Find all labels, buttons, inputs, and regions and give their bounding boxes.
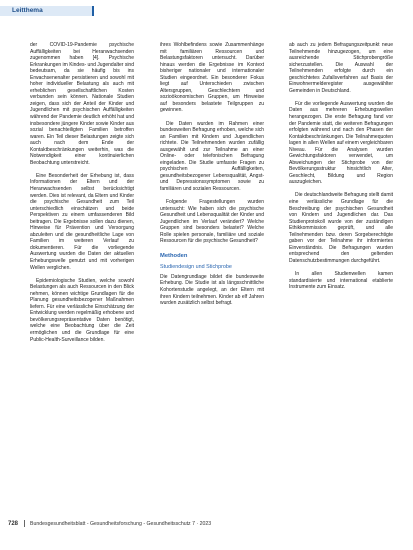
paragraph: Für die vorliegende Auswertung wurden die Daten aus mehreren Erhebungswellen herangezogen. Die erste Befragung fand vor der Pandemie statt, die weiteren Befragungen erfolgten während und nach den Phasen der Kontaktbeschränkungen. Die Teilnahmequoten lagen in allen Wellen auf einem vergleichbaren Niveau. Für die Analysen wurden Gewichtungsfaktoren verwendet, um Abweichungen der Stichprobe von der Bevölkerungsstruktur hinsichtlich Alter, Geschlecht, Bildung und Region auszugleichen. <box>289 100 393 186</box>
section-heading-methods: Methoden <box>160 252 188 259</box>
text-column-1 <box>30 42 134 350</box>
page-footer <box>8 519 408 529</box>
page-number: 728 <box>8 521 19 527</box>
subsection-heading-study-design: Studiendesign und Stichprobe <box>160 263 232 270</box>
paragraph: Die Daten wurden im Rahmen einer bundesweiten Befragung erhoben, welche sich an Familien mit Kindern und Jugendlichen richtete. Die Teilnehmenden wurden zufällig ausgewählt und zur Teilnahme an einer Online- oder telefonischen Befragung eingeladen. Die Studie umfasste Fragen zu psychischen Auffälligkeiten, gesundheitsbezogener Lebensqualität, Angst- und Depressionssymptomen sowie zu familiären und sozialen Ressourcen. <box>160 120 264 192</box>
paragraph: Epidemiologische Studien, welche sowohl Belastungen als auch Ressourcen in den Blick nehmen, können wichtige Grundlagen für die Planung gesundheitsbezogener Maßnahmen liefern. Für eine verlässliche Einschätzung der Entwicklung werden regelmäßig erhobene und bevölkerungsrepräsentative Daten benötigt, welche eine Beobachtung über die Zeit ermöglichen und die Grundlage für eine Public-Health-Surveillance bilden. <box>30 277 134 343</box>
paragraph: ihres Wohlbefindens sowie Zusammenhänge mit familiären Ressourcen und Belastungsfaktoren untersucht. Darüber hinaus werden die Ergebnisse im Kontext bisheriger nationaler und internationaler Studien eingeordnet. Ein besonderer Fokus liegt auf Unterschieden zwischen Altersgruppen, Geschlechtern und sozioökonomischen Gruppen, um Hinweise auf besonders belastete Teilgruppen zu gewinnen. <box>160 42 264 114</box>
section-header-tab <box>0 6 94 16</box>
paragraph: Die Datengrundlage bildet die bundesweite Erhebung. Die Studie ist als längsschnittliche Kohortenstudie angelegt, an der Eltern mit ihren Kindern teilnehmen. Kinder ab elf Jahren wurden zusätzlich selbst befragt. <box>160 273 264 307</box>
paragraph: Die deutschlandweite Befragung stellt damit eine verlässliche Grundlage für die Beschreibung der psychischen Gesundheit von Kindern und Jugendlichen dar. Das Studienprotokoll wurde von der zuständigen Ethikkommission geprüft, und alle Teilnehmenden bzw. deren Sorgeberechtigte gaben vor der Teilnahme ihr informiertes Einverständnis. Die Befragungen wurden entsprechend den geltenden Datenschutzbestimmungen durchgeführt. <box>289 192 393 264</box>
paragraph: In allen Studienwellen kamen standardisierte und international etablierte Instrumente zum Einsatz. <box>289 271 393 291</box>
footer-divider <box>24 520 25 527</box>
text-column-3 <box>289 42 393 297</box>
paragraph: Folgende Fragestellungen wurden untersucht: Wie haben sich die psychische Gesundheit und Lebensqualität der Kinder und Jugendlichen im Verlauf verändert? Welche Gruppen sind besonders belastet? Welche Rolle spielen personale, familiäre und soziale Ressourcen für die psychische Gesundheit? <box>160 199 264 245</box>
section-header-label: Leitthema <box>12 7 43 14</box>
journal-citation: Bundesgesundheitsblatt - Gesundheitsforschung - Gesundheitsschutz 7 · 2023 <box>30 521 212 527</box>
paragraph: Eine Besonderheit der Erhebung ist, dass Informationen der Eltern und der Heranwachsenden selbst berücksichtigt werden. Dies ist relevant, da Eltern und Kinder die psychische Gesundheit zum Teil unterschiedlich einschätzen und beide Perspektiven zu einem umfassenderen Bild beitragen. Die Ergebnisse sollen dazu dienen, Hinweise für Prävention und Versorgung abzuleiten und die gesundheitliche Lage von Familien im weiteren Verlauf zu dokumentieren. Für die vorliegende Auswertung wurden die Daten der aktuellen Erhebungswelle genutzt und mit vorherigen Wellen verglichen. <box>30 172 134 271</box>
paragraph: ab auch zu jedem Befragungszeitpunkt neue Teilnehmende hinzugezogen, um eine ausreichende Stichprobengröße sicherzustellen. Die Auswahl der Teilnehmenden erfolgte durch ein geschichtetes Zufallsverfahren auf Basis der Einwohnermelderegister ausgewählter Gemeinden in Deutschland. <box>289 42 393 94</box>
text-column-2 <box>160 42 264 313</box>
paragraph: der COVID-19-Pandemie psychische Auffälligkeiten bei Heranwachsenden zugenommen haben [4]. Psychische Erkrankungen im Kindes- und Jugendalter sind bedeutsam, da sie häufig bis ins Erwachsenenalter persistieren und sowohl mit hoher individueller Belastung als auch mit erheblichen gesellschaftlichen Kosten verbunden sein können. Nationale Studien zeigen, dass sich der Anteil der Kinder und Jugendlichen mit psychischen Auffälligkeiten während der Pandemie deutlich erhöht hat und insbesondere jüngere Kinder sowie Kinder aus sozial benachteiligten Familien betroffen waren. Ein Teil dieser Belastungen zeigte sich auch nach dem Ende der Kontaktbeschränkungen weiterhin, was die Notwendigkeit einer kontinuierlichen Beobachtung unterstreicht. <box>30 42 134 166</box>
